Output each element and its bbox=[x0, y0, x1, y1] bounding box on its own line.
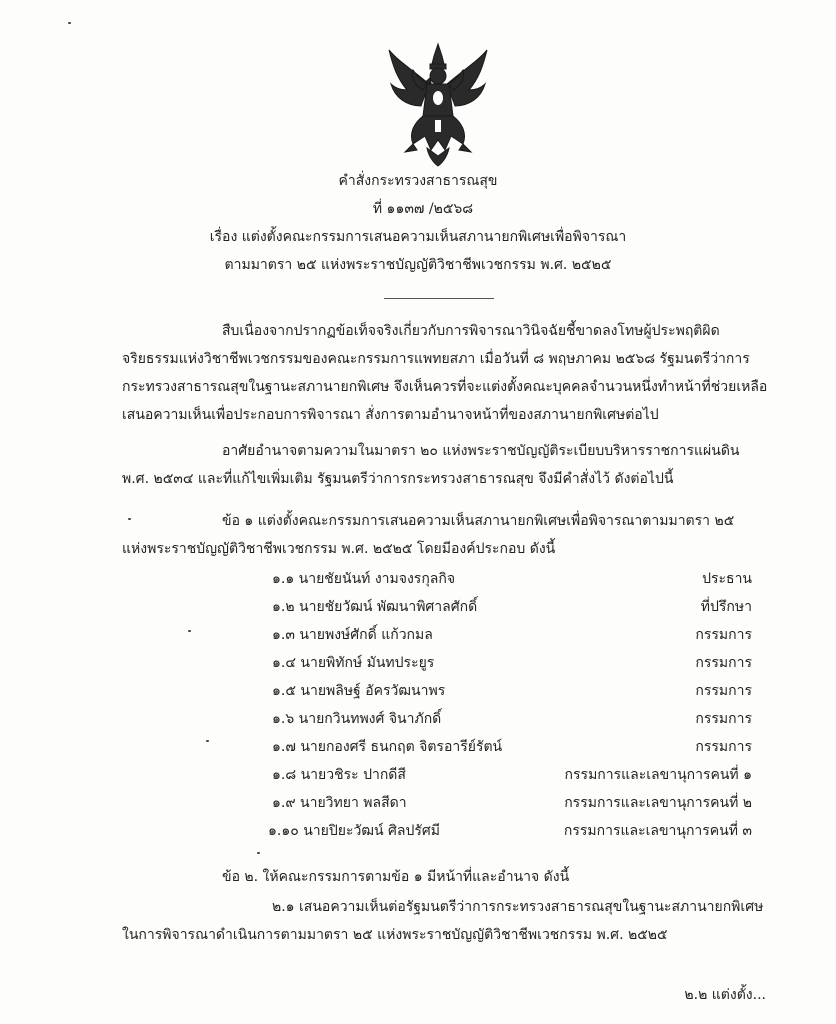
para1-line3: กระทรวงสาธารณสุขในฐานะสภานายกพิเศษ จึงเห็นควรที่จะแต่งตั้งคณะบุคคลจำนวนหนึ่งทำหน้าที่ช่วยเหลือ bbox=[122, 379, 768, 395]
scan-speck bbox=[128, 518, 131, 520]
clause1-line1: ข้อ ๑ แต่งตั้งคณะกรรมการเสนอความเห็นสภานายกพิเศษเพื่อพิจารณาตามมาตรา ๒๕ bbox=[222, 513, 735, 529]
order-subject-line2: ตามมาตรา ๒๕ แห่งพระราชบัญญัติวิชาชีพเวชกรรม พ.ศ. ๒๕๒๕ bbox=[224, 257, 612, 273]
scan-speck bbox=[68, 22, 71, 24]
member-role: กรรมการ bbox=[695, 739, 752, 755]
member-name: ๑.๓ นายพงษ์ศักดิ์ แก้วกมล bbox=[272, 627, 433, 643]
member-role: ประธาน bbox=[702, 571, 752, 587]
member-role: กรรมการและเลขานุการคนที่ ๓ bbox=[563, 823, 752, 839]
scan-speck bbox=[188, 630, 191, 632]
member-role: กรรมการ bbox=[695, 627, 752, 643]
scan-speck bbox=[206, 740, 209, 742]
para1-line2: จริยธรรมแห่งวิชาชีพเวชกรรมของคณะกรรมการแพทยสภา เมื่อวันที่ ๘ พฤษภาคม ๒๕๖๘ รัฐมนตรีว่าการ bbox=[122, 351, 750, 367]
scan-speck bbox=[257, 852, 260, 854]
member-role: กรรมการและเลขานุการคนที่ ๒ bbox=[564, 795, 752, 811]
para1-line1: สืบเนื่องจากปรากฏข้อเท็จจริงเกี่ยวกับการพิจารณาวินิจฉัยชี้ขาดลงโทษผู้ประพฤติผิด bbox=[222, 323, 720, 339]
member-name: ๑.๘ นายวชิระ ปากดีสี bbox=[272, 767, 406, 783]
member-role: กรรมการ bbox=[695, 655, 752, 671]
member-name: ๑.๑ นายชัยนันท์ งามจงรกุลกิจ bbox=[272, 571, 456, 587]
member-name: ๑.๑๐ นายปิยะวัฒน์ ศิลปรัศมี bbox=[268, 823, 440, 839]
member-name: ๑.๔ นายพิทักษ์ มันทประยูร bbox=[272, 655, 435, 671]
continuation-text: ๒.๒ แต่งตั้ง... bbox=[684, 987, 766, 1003]
order-title: คำสั่งกระทรวงสาธารณสุข bbox=[338, 173, 498, 189]
order-subject: เรื่อง แต่งตั้งคณะกรรมการเสนอความเห็นสภานายกพิเศษเพื่อพิจารณา bbox=[209, 229, 627, 245]
member-role: กรรมการ bbox=[695, 711, 752, 727]
member-role: กรรมการและเลขานุการคนที่ ๑ bbox=[564, 767, 752, 783]
member-name: ๑.๙ นายวิทยา พลสีดา bbox=[272, 795, 407, 811]
order-number: ที่ ๑๑๓๗ /๒๕๖๘ bbox=[372, 201, 474, 217]
member-role: กรรมการ bbox=[695, 683, 752, 699]
para1-line4: เสนอความเห็นเพื่อประกอบการพิจารณา สั่งการตามอำนาจหน้าที่ของสภานายกพิเศษต่อไป bbox=[122, 407, 659, 423]
clause1-line2: แห่งพระราชบัญญัติวิชาชีพเวชกรรม พ.ศ. ๒๕๒๕ โดยมีองค์ประกอบ ดังนี้ bbox=[122, 541, 556, 557]
garuda-emblem-icon bbox=[383, 40, 493, 168]
clause2-heading: ข้อ ๒. ให้คณะกรรมการตามข้อ ๑ มีหน้าที่และอำนาจ ดังนี้ bbox=[222, 869, 570, 885]
member-name: ๑.๖ นายกวินทพงศ์ จินาภักดิ์ bbox=[272, 711, 442, 727]
member-name: ๑.๒ นายชัยวัฒน์ พัฒนาพิศาลศักดิ์ bbox=[272, 599, 478, 615]
para2-line1: อาศัยอำนาจตามความในมาตรา ๒๐ แห่งพระราชบัญญัติระเบียบบริหารราชการแผ่นดิน bbox=[222, 443, 740, 459]
member-name: ๑.๕ นายพลิษฐ์ อัครวัฒนาพร bbox=[272, 683, 446, 699]
clause2-1-line1: ๒.๑ เสนอความเห็นต่อรัฐมนตรีว่าการกระทรวงสาธารณสุขในฐานะสภานายกพิเศษ bbox=[272, 899, 764, 915]
member-role: ที่ปรึกษา bbox=[700, 599, 752, 615]
separator-line bbox=[384, 298, 494, 299]
member-name: ๑.๗ นายกองศรี ธนกฤต จิตรอารีย์รัตน์ bbox=[272, 739, 503, 755]
clause2-1-line2: ในการพิจารณาดำเนินการตามมาตรา ๒๕ แห่งพระราชบัญญัติวิชาชีพเวชกรรม พ.ศ. ๒๕๒๕ bbox=[122, 927, 668, 943]
para2-line2: พ.ศ. ๒๕๓๔ และที่แก้ไขเพิ่มเติม รัฐมนตรีว่าการกระทรวงสาธารณสุข จึงมีคำสั่งไว้ ดังต่อไปนี้ bbox=[122, 471, 674, 487]
